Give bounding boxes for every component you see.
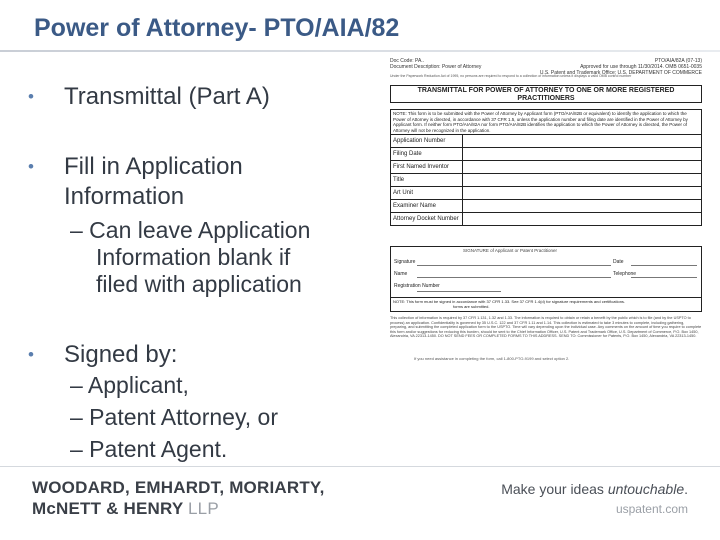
form-header-left xyxy=(390,58,481,70)
registration-line xyxy=(417,291,501,292)
telephone-line xyxy=(631,277,697,278)
form-number: PTO/AIA/82A (07-13) xyxy=(654,58,702,64)
form-image xyxy=(388,58,704,360)
form-field-row xyxy=(390,135,702,148)
website-link[interactable]: uspatent.com xyxy=(615,502,688,516)
sub-bullet-line: filed with application xyxy=(96,271,302,297)
signature-line xyxy=(417,265,611,266)
sig-note-text: NOTE: This form must be signed in accordance with 37 CFR 1.33. See 37 CFR 1.4(d) for signature requirements and certifications. xyxy=(393,299,626,304)
registration-label: Registration Number xyxy=(394,283,440,289)
tagline-emphasis: untouchable xyxy=(607,481,685,497)
form-doc-code: Doc Code: PA.. xyxy=(390,58,425,64)
sub-bullet-line: Information blank if xyxy=(96,244,291,270)
form-field-row xyxy=(390,174,702,187)
date-line xyxy=(631,265,697,266)
form-field-label: Examiner Name xyxy=(391,200,463,212)
logo-line-1: WOODARD, EMHARDT, MORIARTY, xyxy=(32,478,325,497)
footer-divider xyxy=(0,466,720,467)
form-field-label: Application Number xyxy=(391,135,463,147)
logo-llp: LLP xyxy=(188,499,219,518)
form-office: U.S. Patent and Trademark Office; U.S. DEPARTMENT OF COMMERCE xyxy=(539,70,702,76)
date-label: Date xyxy=(613,259,624,265)
form-field-label: Title xyxy=(391,174,463,186)
form-signature-note xyxy=(390,298,702,312)
logo-line-2 xyxy=(32,499,325,519)
form-omb: Approved for use through 11/30/2014. OMB 0651-0035 xyxy=(580,64,702,70)
form-field-row xyxy=(390,187,702,200)
form-note: NOTE: This form is to be submitted with the Power of Attorney by Applicant form (PTO/AIA/82B or equivalent) to identify the application to which the Power of Attorney is directed, in accordance with 37 CFR 1.5, unless the application number and filing date are identified in the Power of Attorney by Applicant form. If neither form PTO/AIA/82A nor form PTO/AIA/82B identifies the application to which the Power of Attorney is directed, the Power of Attorney will not be recognized in the application. xyxy=(390,109,702,135)
name-label: Name xyxy=(394,271,408,277)
firm-logo xyxy=(32,478,325,519)
name-line xyxy=(417,277,611,278)
signer-attorney: – Patent Attorney, or xyxy=(70,404,278,430)
form-field-label: Art Unit xyxy=(391,187,463,199)
signer-agent: – Patent Agent. xyxy=(70,436,228,462)
signer-applicant: – Applicant, xyxy=(70,372,189,398)
form-field-row xyxy=(390,200,702,213)
title-divider xyxy=(0,50,720,52)
logo-names: McNETT & HENRY xyxy=(32,499,184,518)
bullet-text: Transmittal (Part A) xyxy=(64,83,270,110)
forms-submitted-text: forms are submitted. xyxy=(453,304,490,309)
bullet-dot-icon: • xyxy=(28,87,34,106)
form-field-label: Attorney Docket Number xyxy=(391,213,463,225)
form-field-row xyxy=(390,213,702,226)
signature-label: Signature xyxy=(394,259,416,265)
form-field-row xyxy=(390,148,702,161)
bullet-dot-icon: • xyxy=(28,157,34,176)
form-field-row xyxy=(390,161,702,174)
tagline xyxy=(501,481,688,497)
sub-bullet-line: – Can leave Application xyxy=(70,217,311,243)
form-burden-statement: This collection of information is required by 37 CFR 1.131, 1.32 and 1.33. The information is required to obtain or retain a benefit by the public which is to file (and by the USPTO to process) an application. Confidentiality is governed by 35 U.S.C. 122 and 37 CFR 1.11 and 1.14. This collection is estimated to take 3 minutes to complete, including gathering, preparing, and submitting the completed application form to the USPTO. Time will vary depending upon the individual case. Any comments on the amount of time you require to complete this form and/or suggestions for reducing this burden, should be sent to the Chief Information Officer, U.S. Patent and Trademark Office, U.S. Department of Commerce, P.O. Box 1450, Alexandria, VA 22313-1450. DO NOT SEND FEES OR COMPLETED FORMS TO THIS ADDRESS. SEND TO: Commissioner for Patents, P.O. Box 1450, Alexandria, VA 22313-1450. xyxy=(390,316,702,339)
form-signature-block xyxy=(390,246,702,298)
bullet-text: Signed by: xyxy=(64,341,178,368)
form-field-label: First Named Inventor xyxy=(391,161,463,173)
bullet-fill-info xyxy=(28,152,373,212)
form-title: TRANSMITTAL FOR POWER OF ATTORNEY TO ONE OR MORE REGISTERED PRACTITIONERS xyxy=(390,85,702,103)
slide-title: Power of Attorney- PTO/AIA/82 xyxy=(34,14,400,42)
signature-caption: SIGNATURE of Applicant or Patent Practitioner xyxy=(463,248,557,253)
form-assistance-line: If you need assistance in completing the form, call 1-800-PTO-9199 and select option 2. xyxy=(414,356,570,361)
bullet-text: Fill in Application Information xyxy=(64,153,243,210)
tagline-prefix: Make your ideas xyxy=(501,481,608,497)
bullet-dot-icon: • xyxy=(28,345,34,364)
form-doc-description: Document Description: Power of Attorney xyxy=(390,64,482,70)
telephone-label: Telephone xyxy=(613,271,637,277)
form-paperwork-notice: Under the Paperwork Reduction Act of 1995, no persons are required to respond to a collection of information unless it displays a valid OMB control number xyxy=(390,74,632,78)
tagline-suffix: . xyxy=(684,481,688,497)
form-field-label: Filing Date xyxy=(391,148,463,160)
